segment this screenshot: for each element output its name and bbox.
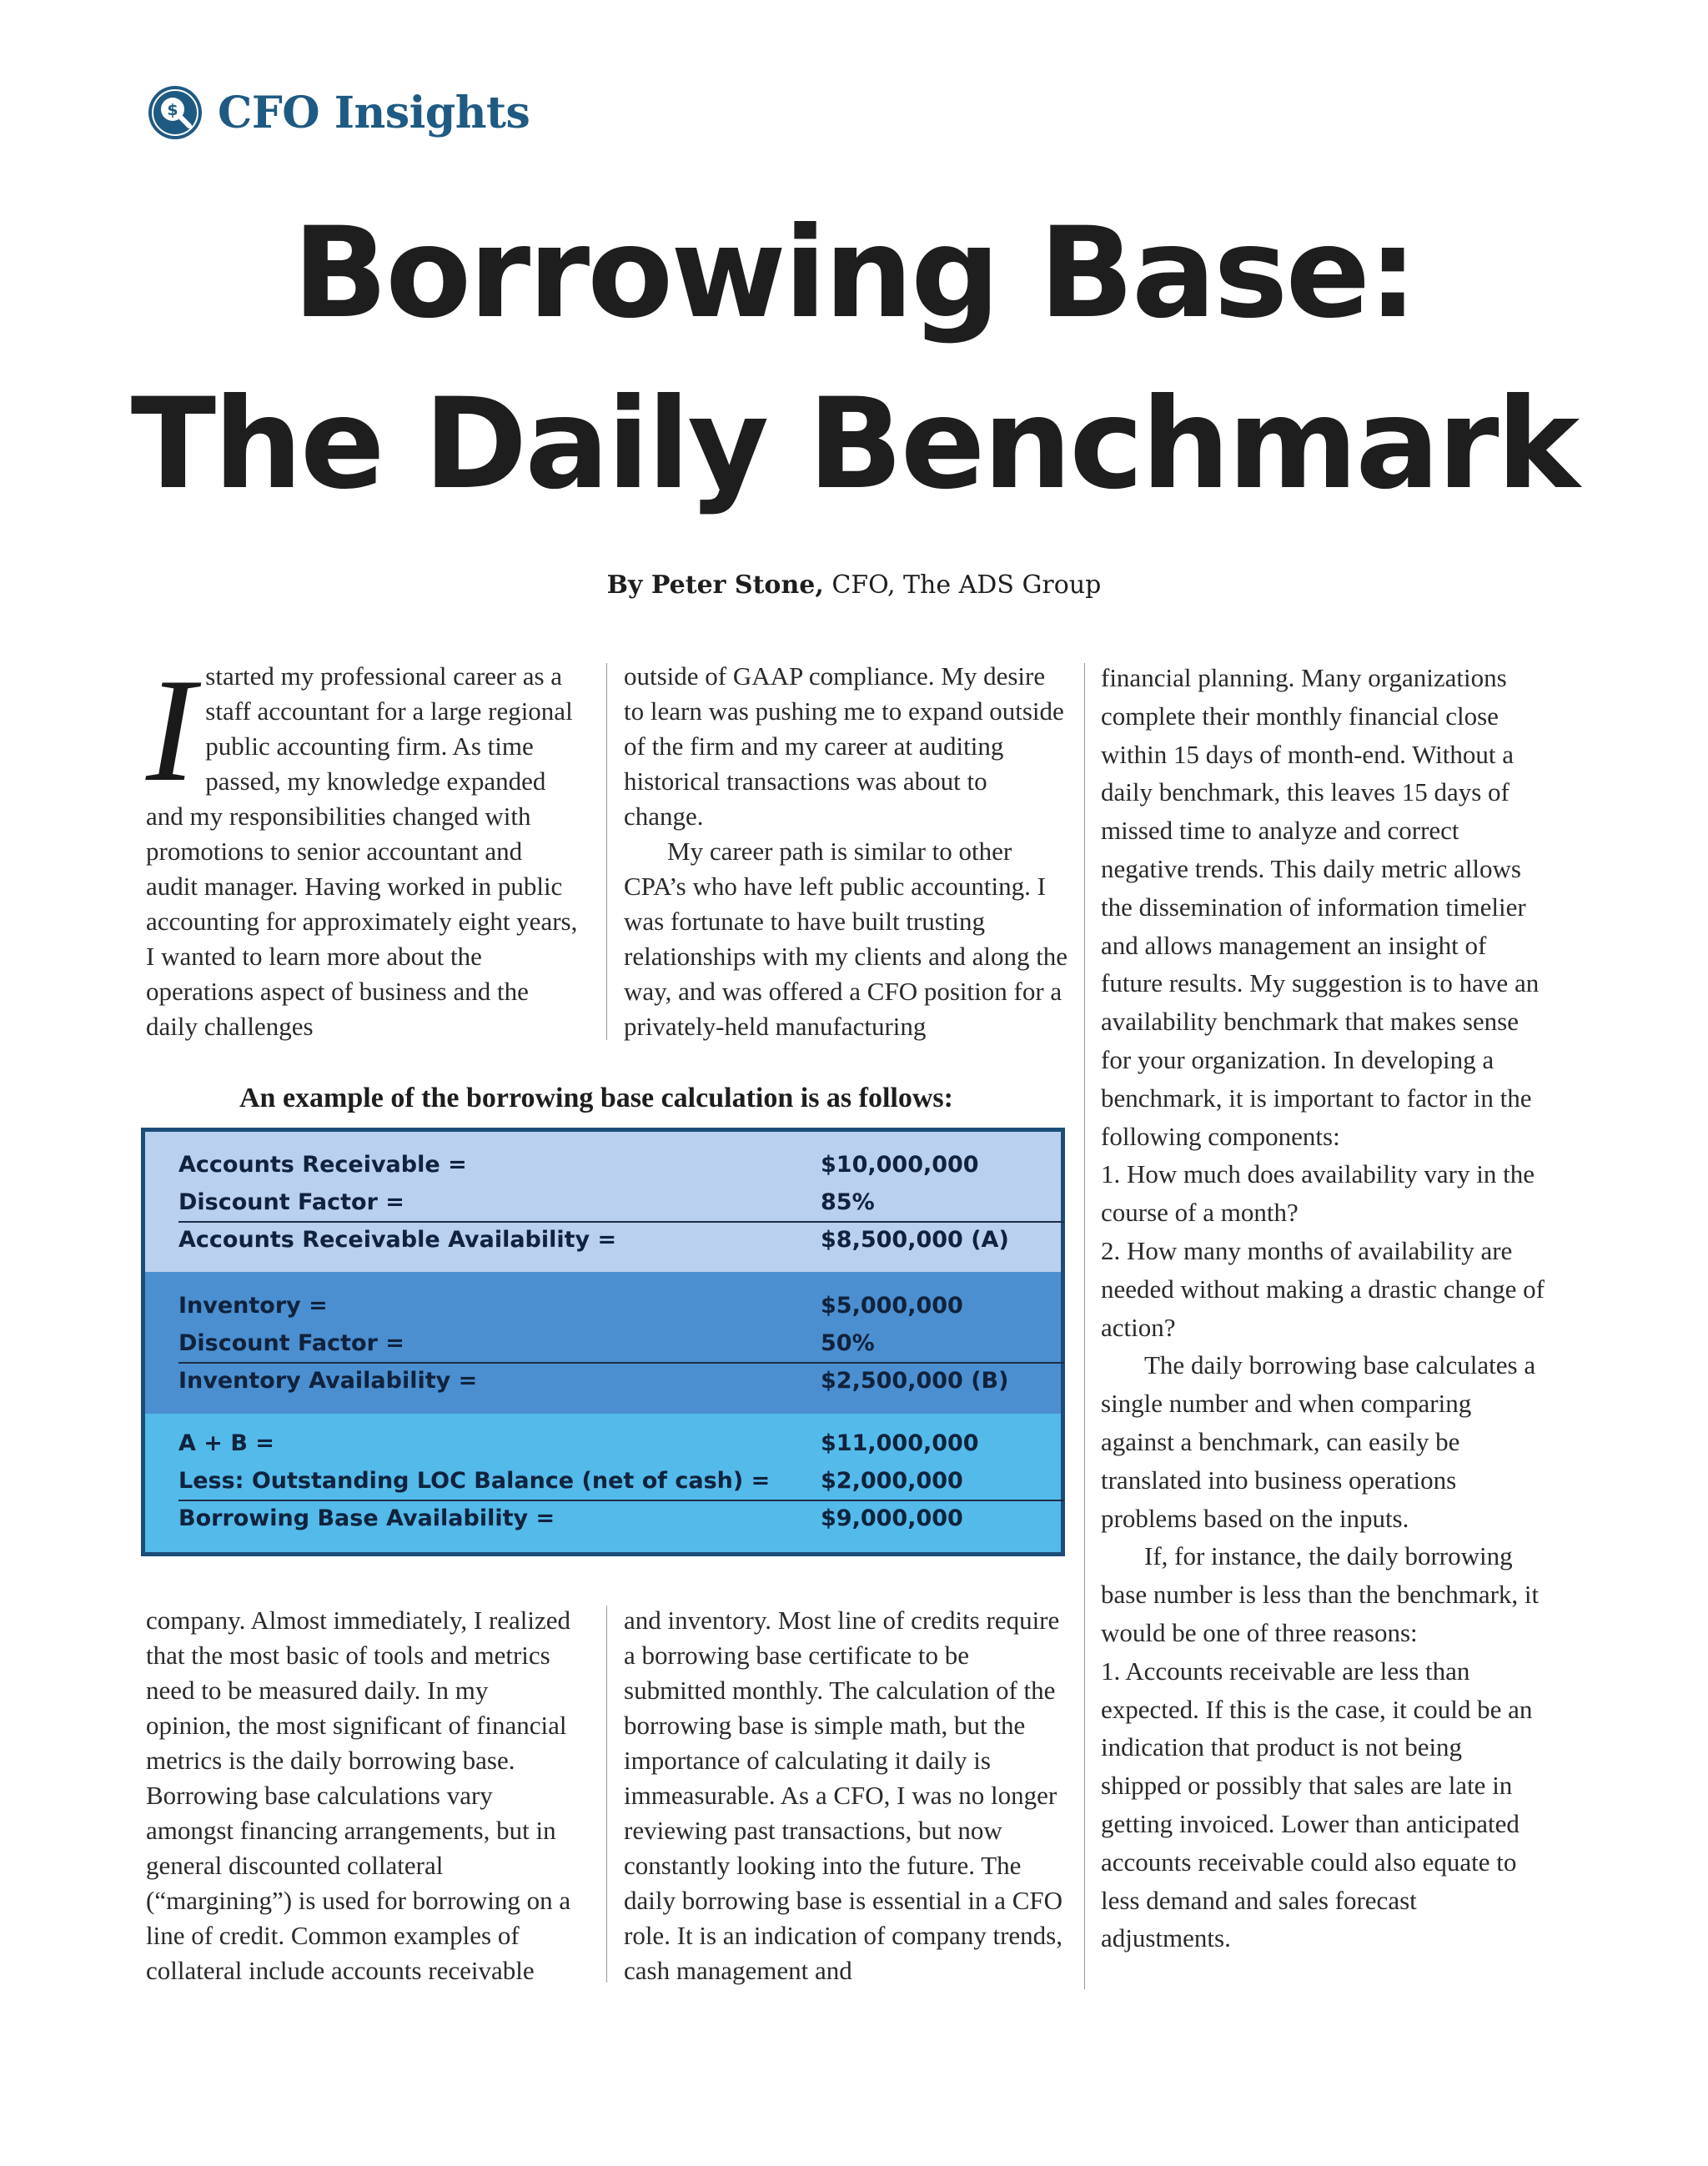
column-divider xyxy=(606,663,607,1040)
title-line-1: Borrowing Base: xyxy=(292,201,1416,346)
table-row xyxy=(178,1184,1064,1222)
column-1-top xyxy=(146,647,580,1044)
row-value: $5,000,000 xyxy=(821,1293,963,1319)
brand-name: CFO Insights xyxy=(218,87,530,138)
paragraph: financial planning. Many organizations complete their monthly financial close within 15 days of month-end. Without a daily benchmark, this leaves 15 days of missed time to analyze and correct negative trends. This daily metric allows the dissemination of information timelier and allows management an insight of future results. My suggestion is to have an availability benchmark that makes sense for your organization. In developing a benchmark, it is important to factor in the following components: xyxy=(1101,663,1540,1151)
row-value: $2,500,000 (B) xyxy=(821,1368,1009,1394)
title-line-2: The Daily Benchmark xyxy=(130,372,1578,517)
row-label: Inventory = xyxy=(178,1293,328,1319)
byline xyxy=(0,570,1708,600)
list-item: 1. Accounts receivable are less than expected. If this is the case, it could be an indication that product is not being shipped or possibly that sales are late in getting invoiced. Lower than anticipated accounts receivable could also equate to less demand and sales forecast adjustments. xyxy=(1101,1656,1533,1953)
column-divider xyxy=(1084,663,1085,1989)
row-label: Inventory Availability = xyxy=(178,1368,478,1394)
svg-text:$: $ xyxy=(167,101,178,119)
paragraph: and inventory. Most line of credits require a borrowing base certificate to be submitted monthly. The calculation of the borrowing base is simple math, but the importance of calculating it daily is immeasurable. As a CFO, I was no longer reviewing past transactions, but now constantly looking into the future. The daily borrowing base is essential in a CFO role. It is an indication of company trends, cash management and xyxy=(624,1606,1063,1985)
paragraph: If, for instance, the daily borrowing base number is less than the benchmark, it would be one of three reasons: xyxy=(1101,1541,1540,1647)
brand xyxy=(146,83,530,142)
row-value: $9,000,000 xyxy=(821,1505,963,1531)
table-row xyxy=(178,1325,1064,1363)
row-label: A + B = xyxy=(178,1430,274,1456)
row-label: Discount Factor = xyxy=(178,1189,404,1215)
row-value: $2,000,000 xyxy=(821,1468,963,1494)
byline-author: By Peter Stone, xyxy=(606,570,824,600)
calc-caption: An example of the borrowing base calculation is as follows: xyxy=(239,1083,953,1113)
row-value: 85% xyxy=(821,1189,875,1215)
dollar-magnifier-icon xyxy=(146,83,204,142)
column-divider xyxy=(606,1606,607,1983)
paragraph: started my professional career as a staff accountant for a large regional public accounting firm. As time passed, my knowledge expanded and my responsibilities changed with promotions to senior accountant and audit manager. Having worked in public accounting for approximately eight years, I wanted to learn more about the operations aspect of business and the daily challenges xyxy=(146,661,578,1041)
table-row xyxy=(178,1463,1064,1500)
table-row xyxy=(178,1425,1064,1463)
row-value: $8,500,000 (A) xyxy=(821,1227,1009,1253)
article-title xyxy=(0,188,1708,530)
paragraph: outside of GAAP compliance. My desire to learn was pushing me to expand outside of the firm and my career at auditing historical transactions was about to change. xyxy=(624,661,1064,831)
row-value: $10,000,000 xyxy=(821,1152,979,1178)
row-label: Less: Outstanding LOC Balance (net of cash) = xyxy=(178,1468,771,1494)
row-label: Borrowing Base Availability = xyxy=(178,1505,555,1531)
table-row xyxy=(178,1363,1064,1400)
row-value: $11,000,000 xyxy=(821,1430,979,1456)
row-label: Accounts Receivable = xyxy=(178,1152,467,1178)
drop-cap: I xyxy=(146,647,196,812)
column-2-bottom xyxy=(624,1603,1070,1988)
table-row xyxy=(178,1222,1064,1259)
paragraph: The daily borrowing base calculates a single number and when comparing against a benchmark, can easily be translated into business operations problems based on the inputs. xyxy=(1101,1350,1536,1533)
paragraph: company. Almost immediately, I realized that the most basic of tools and metrics need to be measured daily. In my opinion, the most significant of financial metrics is the daily borrowing base. Borrowing base calculations vary amongst financing arrangements, but in general discounted collateral (“margining”) is used for borrowing on a line of credit. Common examples of collateral include accounts receivable xyxy=(146,1606,571,1985)
list-item: 1. How much does availability vary in the course of a month? xyxy=(1101,1159,1535,1228)
table-row xyxy=(178,1500,1064,1538)
column-2-top xyxy=(624,659,1070,1044)
list-item: 2. How many months of availability are needed without making a drastic change of action? xyxy=(1101,1235,1545,1342)
byline-role: CFO, The ADS Group xyxy=(831,570,1102,600)
paragraph: My career path is similar to other CPA’s who have left public accounting. I was fortunate to have built trusting relationships with my clients and along the way, and was offered a CFO position for a privately-held manufacturing xyxy=(624,837,1068,1041)
borrowing-base-table xyxy=(141,1128,1065,1556)
table-row xyxy=(178,1288,1064,1325)
row-label: Discount Factor = xyxy=(178,1330,404,1356)
row-value: 50% xyxy=(821,1330,875,1356)
column-3 xyxy=(1101,659,1547,1957)
column-1-bottom xyxy=(146,1603,580,1988)
row-label: Accounts Receivable Availability = xyxy=(178,1227,617,1253)
table-row xyxy=(178,1147,1064,1184)
